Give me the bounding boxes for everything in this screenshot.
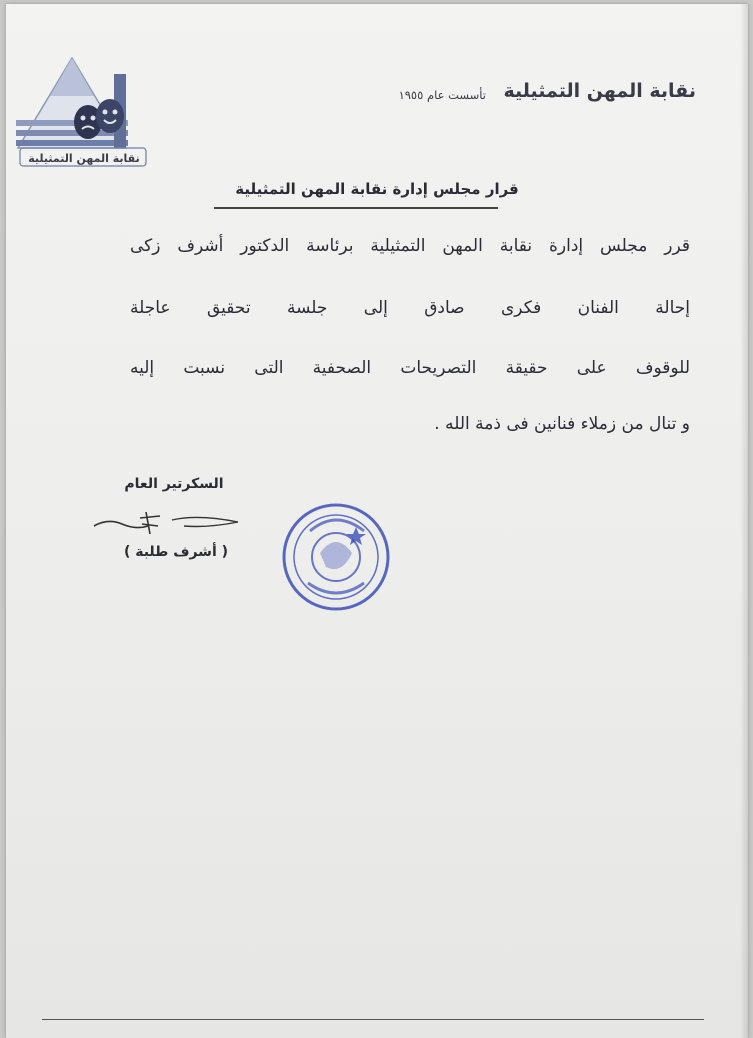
signatory-name: ( أشرف طلبة ) [123, 544, 229, 560]
official-stamp-icon [280, 501, 392, 613]
document-title: قرار مجلس إدارة نقابة المهن التمثيلية [235, 180, 519, 198]
organization-name: نقابة المهن التمثيلية [503, 80, 696, 102]
signatory-title: السكرتير العام [124, 476, 224, 492]
logo-text: نقابة المهن التمثيلية [28, 152, 140, 165]
body-line: للوقوف على حقيقة التصريحات الصحفية التى نسبت إليه [130, 358, 690, 378]
body-line: قرر مجلس إدارة نقابة المهن التمثيلية برئاسة الدكتور أشرف زكى [130, 236, 690, 256]
footer-rule [42, 1019, 704, 1020]
document-page [6, 4, 748, 1038]
title-underline [214, 207, 498, 209]
page-shadow-edge [740, 4, 748, 1038]
syndicate-logo [14, 56, 154, 174]
founded-date: تأسست عام ١٩٥٥ [398, 88, 486, 102]
body-line: و تنال من زملاء فنانين فى ذمة الله . [434, 414, 690, 434]
handwritten-signature [88, 504, 248, 540]
body-line: إحالة الفنان فكرى صادق إلى جلسة تحقيق عاجلة [130, 298, 690, 318]
